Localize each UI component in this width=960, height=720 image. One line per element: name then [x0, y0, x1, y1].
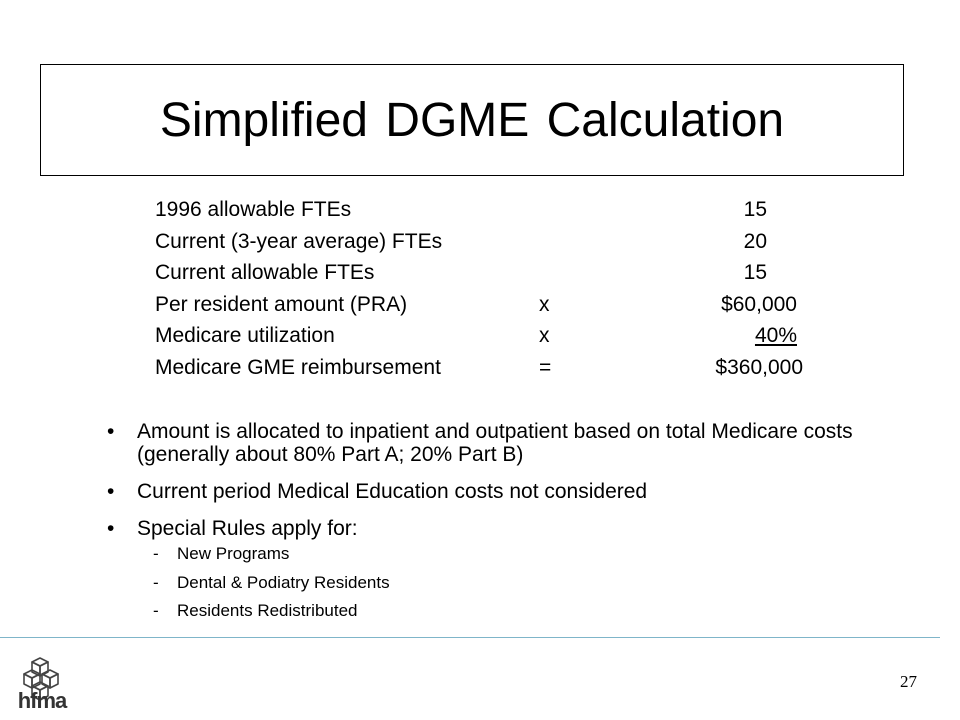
dash-glyph: - — [153, 601, 159, 620]
bullet-text: Amount is allocated to inpatient and outpatient based on total Medicare costs (generally about 80% Part A; 20% Part B) — [137, 420, 853, 466]
footer-divider — [0, 637, 940, 638]
calc-value-underlined — [479, 320, 797, 352]
calc-value-text: 40% — [754, 324, 797, 348]
calc-label: 1996 allowable FTEs — [155, 198, 352, 221]
sub-item-text: New Programs — [177, 544, 290, 563]
calc-value: 15 — [743, 261, 767, 285]
bullet-list — [107, 420, 887, 554]
sub-item-text: Dental & Podiatry Residents — [177, 572, 390, 592]
calc-value: $60,000 — [721, 292, 797, 316]
calc-value: 20 — [743, 229, 767, 253]
sub-item — [153, 597, 390, 626]
sub-item-list — [153, 540, 390, 626]
bullet-text: Current period Medical Education costs not considered — [137, 480, 648, 503]
calc-operator: x — [539, 324, 550, 348]
calc-label: Medicare GME reimbursement — [155, 355, 441, 379]
title-box — [40, 64, 904, 176]
sub-item — [153, 540, 390, 569]
calc-label: Per resident amount (PRA) — [155, 292, 408, 316]
sub-item-text: Residents Redistributed — [177, 601, 358, 620]
calc-operator: = — [539, 355, 552, 379]
bullet-item — [107, 480, 887, 503]
calc-operator: x — [539, 292, 550, 316]
bullet-glyph: • — [107, 420, 115, 443]
sub-item — [153, 569, 390, 598]
bullet-glyph: • — [107, 517, 115, 540]
bullet-text: Special Rules apply for: — [137, 517, 358, 540]
slide-title: Simplified DGME Calculation — [159, 93, 785, 147]
hfma-logo-text: hfma — [17, 688, 67, 713]
bullet-item — [107, 517, 887, 540]
calc-value: 15 — [743, 198, 767, 221]
calc-value: $360,000 — [715, 355, 803, 379]
dash-glyph: - — [153, 544, 159, 563]
bullet-glyph: • — [107, 480, 115, 503]
calc-label: Medicare utilization — [155, 324, 335, 348]
dash-glyph: - — [153, 572, 159, 592]
bullet-item — [107, 420, 887, 466]
page-number: 27 — [900, 672, 917, 691]
calc-label: Current (3-year average) FTEs — [155, 229, 443, 253]
calc-label: Current allowable FTEs — [155, 261, 375, 285]
